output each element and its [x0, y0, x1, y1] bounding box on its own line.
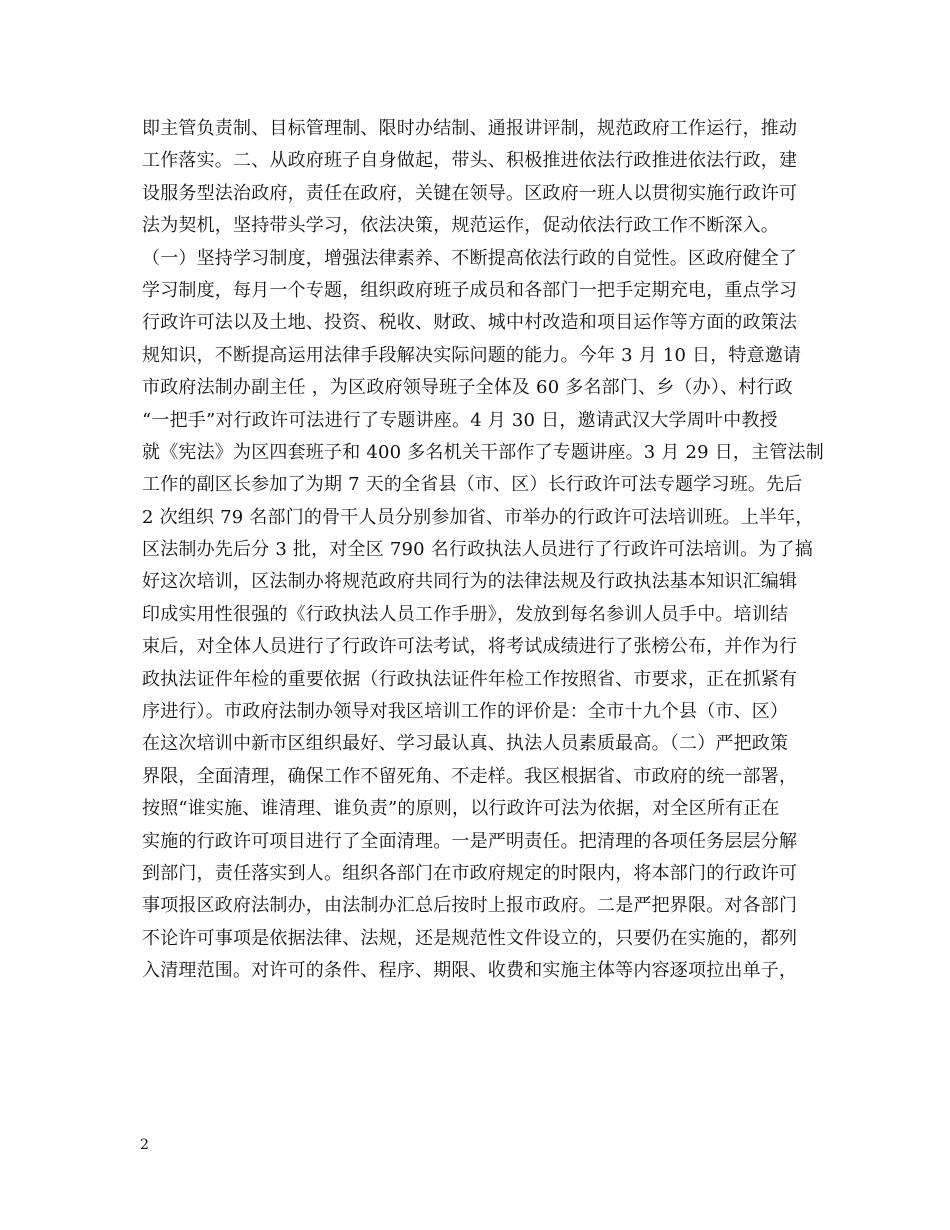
- text-line: 行政许可法以及土地、投资、税收、财政、城中村改造和项目运作等方面的政策法: [142, 312, 798, 334]
- text-line: 在这次培训中新市区组织最好、学习最认真、执法人员素质最高。（二）严把政策: [142, 733, 789, 755]
- text-line: 按照“谁实施、谁清理、谁负责”的原则，以行政许可法为依据，对全区所有正在: [142, 798, 780, 820]
- text-line: 区法制办先后分 3 批，对全区 790 名行政执法人员进行了行政许可法培训。为了搞: [142, 539, 813, 561]
- text-line: 规知识，不断提高运用法律手段解决实际问题的能力。今年 3 月 10 日，特意邀请: [142, 344, 802, 366]
- text-line: 2 次组织 79 名部门的骨干人员分别参加省、市举办的行政许可法培训班。上半年，: [142, 506, 814, 528]
- text-line: 到部门，责任落实到人。组织各部门在市政府规定的时限内，将本部门的行政许可: [142, 862, 798, 884]
- text-line: 不论许可事项是依据法律、法规，还是规范性文件设立的，只要仍在实施的，都列: [142, 927, 798, 949]
- text-line: 印成实用性很强的《行政执法人员工作手册》，发放到每名参训人员手中。培训结: [142, 603, 789, 625]
- text-line: 序进行）。市政府法制办领导对我区培训工作的评价是：全市十九个县（市、区）: [142, 701, 789, 723]
- text-line: 设服务型法治政府，责任在政府，关键在领导。区政府一班人以贯彻实施行政许可: [142, 182, 798, 204]
- text-line: 工作落实。二、从政府班子自身做起，带头、积极推进依法行政推进依法行政，建: [142, 150, 798, 172]
- text-line: （一）坚持学习制度，增强法律素养、不断提高依法行政的自觉性。区政府健全了: [142, 247, 798, 269]
- body-text: [142, 113, 824, 988]
- text-line: 界限，全面清理，确保工作不留死角、不走样。我区根据省、市政府的统一部署，: [142, 765, 798, 787]
- text-line: 工作的副区长参加了为期 7 天的全省县（市、区）长行政许可法专题学习班。先后: [142, 474, 803, 496]
- text-line: 即主管负责制、目标管理制、限时办结制、通报讲评制，规范政府工作运行，推动: [142, 118, 798, 139]
- text-line: 束后，对全体人员进行了行政许可法考试，将考试成绩进行了张榜公布，并作为行: [142, 636, 798, 658]
- text-line: 就《宪法》为区四套班子和 400 多名机关干部作了专题讲座。3 月 29 日，主管法制: [142, 441, 824, 463]
- text-line: 政执法证件年检的重要依据（行政执法证件年检工作按照省、市要求，正在抓紧有: [142, 668, 798, 690]
- text-line: 市政府法制办副主任 ，为区政府领导班子全体及 60 多名部门、乡（办）、村行政: [142, 377, 793, 399]
- text-line: “一把手”对行政许可法进行了专题讲座。4 月 30 日，邀请武汉大学周叶中教授: [142, 409, 778, 431]
- text-line: 好这次培训，区法制办将规范政府共同行为的法律法规及行政执法基本知识汇编辑: [142, 571, 798, 593]
- text-line: 学习制度，每月一个专题，组织政府班子成员和各部门一把手定期充电，重点学习: [142, 279, 798, 301]
- text-line: 入清理范围。对许可的条件、程序、期限、收费和实施主体等内容逐项拉出单子，: [142, 960, 798, 982]
- text-line: 事项报区政府法制办，由法制办汇总后按时上报市政府。二是严把界限。对各部门: [142, 895, 798, 917]
- page-number: 2: [140, 1137, 149, 1153]
- text-line: 法为契机，坚持带头学习，依法决策，规范运作，促动依法行政工作不断深入。: [142, 215, 779, 237]
- text-line: 实施的行政许可项目进行了全面清理。一是严明责任。把清理的各项任务层层分解: [142, 830, 798, 852]
